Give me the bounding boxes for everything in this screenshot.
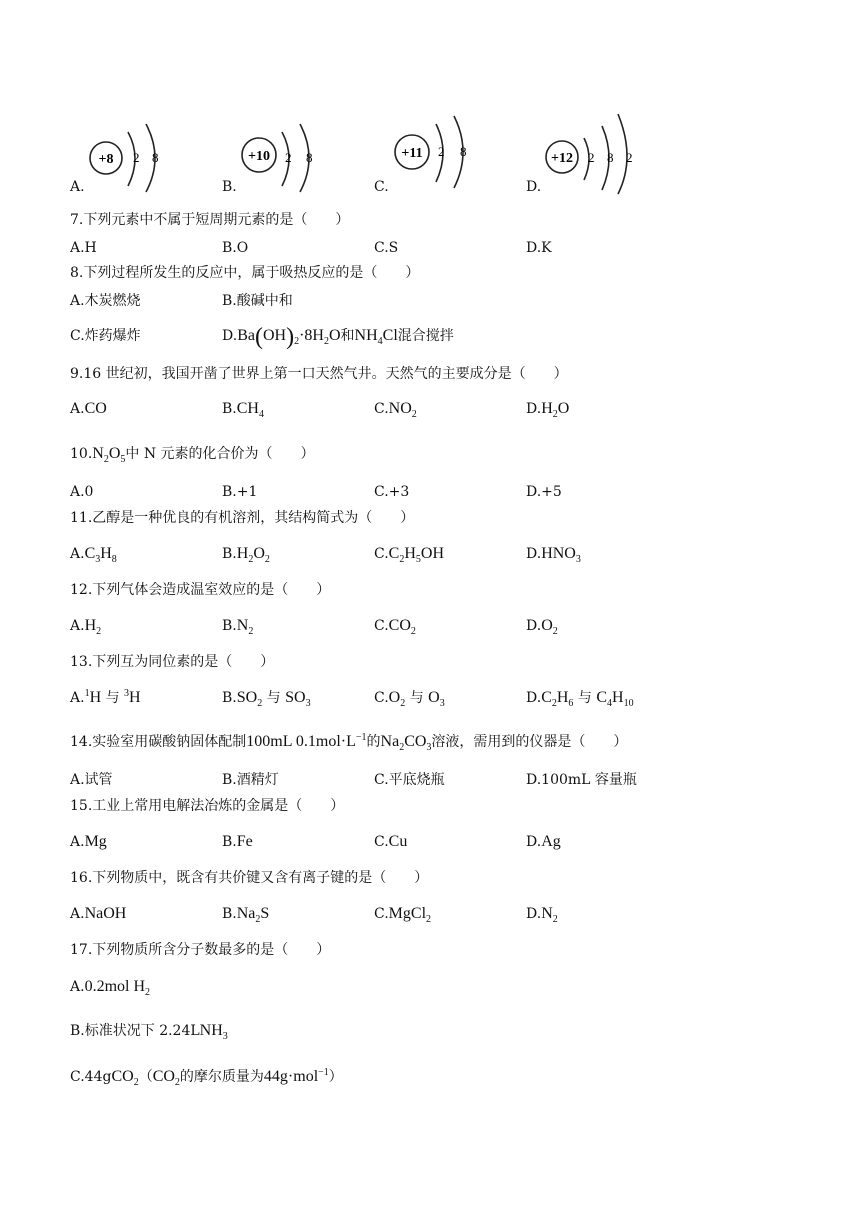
q14-option-a[interactable]: A.试管: [70, 772, 113, 788]
svg-text:2: 2: [133, 150, 140, 165]
q9-option-d[interactable]: $D.H_2O$: [526, 400, 570, 420]
q12-option-d[interactable]: $D.O_2$: [526, 617, 558, 637]
q6-option-b-letter[interactable]: B.: [222, 179, 237, 195]
q14-option-d[interactable]: D.100mL 容量瓶: [526, 772, 637, 788]
svg-text:8: 8: [152, 150, 159, 165]
q14-option-b[interactable]: B.酒精灯: [222, 772, 279, 788]
q16-option-b[interactable]: $B.Na_2S$: [222, 905, 270, 925]
q13-option-c[interactable]: $C.O_2$ 与 $O_3$: [374, 689, 445, 709]
q8-option-d[interactable]: $D.Ba(OH)_2\cdot 8H_2O$和$NH_4Cl$混合搅拌: [222, 324, 454, 350]
svg-text:+12: +12: [551, 151, 573, 166]
q10-option-c[interactable]: C.+3: [374, 484, 410, 500]
q11-option-d[interactable]: $D.HNO_3$: [526, 545, 581, 565]
q10-stem: $10.N_2O_5$中 N 元素的化合价为（ ）: [70, 445, 315, 465]
q14-option-c[interactable]: C.平底烧瓶: [374, 772, 445, 788]
q16-option-a[interactable]: A.NaOH: [70, 905, 127, 922]
q13-option-a[interactable]: A.$^1$H 与 $^3$H: [70, 688, 141, 706]
q9-option-b[interactable]: $B.CH_4$: [222, 400, 264, 420]
q13-stem: 13.下列互为同位素的是（ ）: [70, 654, 275, 670]
q16-stem: 16.下列物质中，既含有共价键又含有离子键的是（ ）: [70, 870, 429, 886]
svg-text:2: 2: [285, 150, 292, 165]
q13-option-b[interactable]: $B.SO_2$ 与 $SO_3$: [222, 689, 311, 709]
q7-option-d[interactable]: D.K: [526, 240, 552, 256]
q6-option-d-letter[interactable]: D.: [526, 179, 542, 195]
q15-option-b[interactable]: B.Fe: [222, 833, 253, 850]
svg-text:8: 8: [607, 150, 614, 165]
q12-stem: 12.下列气体会造成温室效应的是（ ）: [70, 582, 331, 598]
q17-option-c[interactable]: $C.44gCO_2(CO_2$的摩尔质量为44g·mol$^{-1}$）: [70, 1067, 343, 1088]
q6-option-a-letter[interactable]: A.: [70, 179, 85, 195]
svg-text:2: 2: [588, 150, 595, 165]
q17-option-a[interactable]: A.0.2mol $H_2$: [70, 978, 151, 998]
q11-option-a[interactable]: $A.C_3H_8$: [70, 545, 117, 565]
q11-stem: 11.乙醇是一种优良的有机溶剂，其结构简式为（ ）: [70, 510, 415, 526]
q10-option-b[interactable]: B.+1: [222, 484, 258, 500]
q7-stem: 7.下列元素中不属于短周期元素的是（ ）: [70, 212, 350, 228]
svg-text:+11: +11: [401, 146, 423, 161]
q6-option-c-letter[interactable]: C.: [374, 179, 389, 195]
q15-stem: 15.工业上常用电解法冶炼的金属是（ ）: [70, 798, 345, 814]
q9-option-a[interactable]: A.CO: [70, 400, 107, 417]
svg-text:2: 2: [626, 150, 633, 165]
q12-option-b[interactable]: $B.N_2$: [222, 617, 254, 637]
q8-option-a[interactable]: A.木炭燃烧: [70, 293, 141, 309]
q17-option-b[interactable]: B.标准状况下 $2.24LNH_3$: [70, 1022, 228, 1042]
q7-option-c[interactable]: C.S: [374, 240, 399, 256]
q8-option-b[interactable]: B.酸碱中和: [222, 293, 293, 309]
q16-option-d[interactable]: $D.N_2$: [526, 905, 558, 925]
svg-text:8: 8: [460, 144, 467, 159]
svg-text:+10: +10: [248, 149, 270, 164]
atom-diagram-c: [392, 110, 482, 200]
q9-option-c[interactable]: $C.NO_2$: [374, 400, 417, 420]
atom-diagram-b: [240, 110, 330, 200]
q8-stem: 8.下列过程所发生的反应中，属于吸热反应的是（ ）: [70, 265, 420, 281]
q9-stem: 9.16 世纪初，我国开凿了世界上第一口天然气井。天然气的主要成分是（ ）: [70, 366, 568, 382]
q10-option-a[interactable]: A.0: [70, 484, 94, 500]
q17-stem: 17.下列物质所含分子数最多的是（ ）: [70, 942, 331, 958]
q8-option-c[interactable]: C.炸药爆炸: [70, 328, 141, 344]
q12-option-c[interactable]: $C.CO_2$: [374, 617, 416, 637]
q16-option-c[interactable]: C.MgCl$_2$: [374, 905, 432, 925]
q15-option-c[interactable]: C.Cu: [374, 833, 408, 850]
q15-option-a[interactable]: A.Mg: [70, 833, 107, 850]
q11-option-b[interactable]: $B.H_2O_2$: [222, 545, 270, 565]
q15-option-d[interactable]: D.Ag: [526, 833, 561, 850]
q14-stem: 14.实验室用碳酸钠固体配制100mL $0.1mol\cdot L^{-1}$的$Na_2CO_3$溶液，需用到的仪器是（ ）: [70, 732, 628, 753]
atom-diagram-d: [544, 110, 644, 200]
q12-option-a[interactable]: $A.H_2$: [70, 617, 102, 637]
q7-option-b[interactable]: B.O: [222, 240, 249, 256]
svg-text:2: 2: [438, 144, 445, 159]
q10-option-d[interactable]: D.+5: [526, 484, 562, 500]
q11-option-c[interactable]: $C.C_2H_5OH$: [374, 545, 445, 565]
q13-option-d[interactable]: $D.C_2H_6$ 与 $C_4H_{10}$: [526, 689, 634, 709]
q7-option-a[interactable]: A.H: [70, 240, 97, 256]
svg-text:+8: +8: [98, 152, 114, 167]
svg-text:8: 8: [306, 150, 313, 165]
atom-diagram-a: [86, 110, 176, 200]
